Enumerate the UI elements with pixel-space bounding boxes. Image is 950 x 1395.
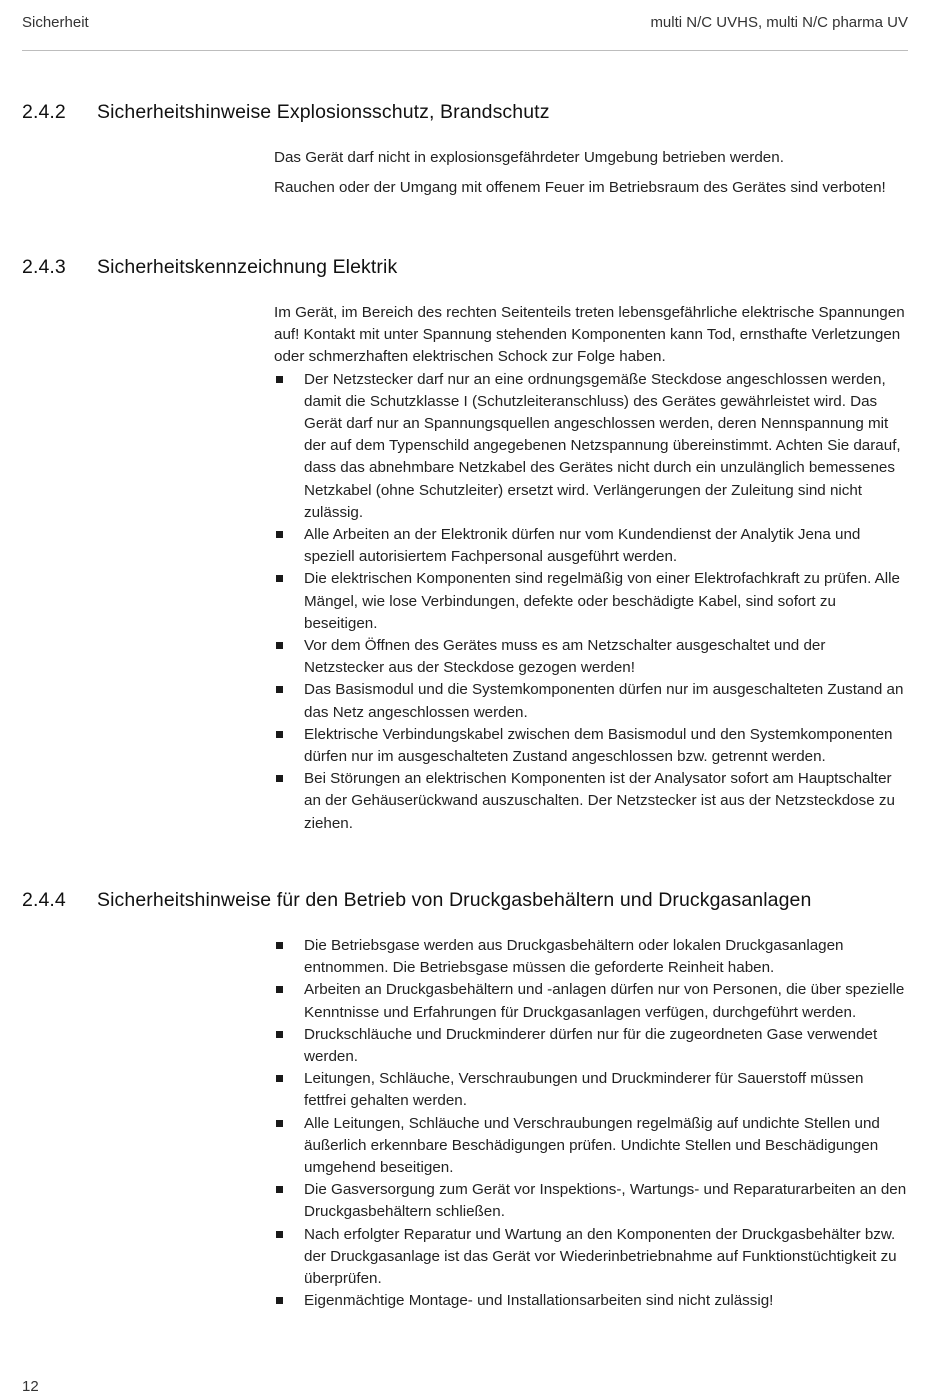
square-bullet-icon xyxy=(276,775,283,782)
list-item-text: Die Gasversorgung zum Gerät vor Inspektions-, Wartungs- und Reparaturarbeiten an den Druckgasbehältern schließen. xyxy=(304,1181,907,1221)
list-item-text: Elektrische Verbindungskabel zwischen dem Basismodul und den Systemkomponenten dürfen nur im ausgeschalteten Zustand angeschlossen bzw. getrennt werden. xyxy=(304,725,893,766)
list-item-text: Nach erfolgter Reparatur und Wartung an den Komponenten der Druckgasbehälter bzw. der Druckgasanlage ist das Gerät vor Wiederinbetriebnahme auf Funktionstüchtigkeit zu überprüfen. xyxy=(304,1225,897,1288)
list-item-text: Arbeiten an Druckgasbehältern und -anlagen dürfen nur von Personen, die über spezielle Kenntnisse und Erfahrungen für Druckgasanlagen verfügen, durchgeführt werden. xyxy=(304,981,905,1021)
list-item xyxy=(274,1179,908,1223)
list-item xyxy=(274,768,908,835)
square-bullet-icon xyxy=(276,686,283,693)
paragraph: Rauchen oder der Umgang mit offenem Feuer im Betriebsraum des Gerätes sind verboten! xyxy=(274,179,886,197)
list-item xyxy=(274,724,908,768)
square-bullet-icon xyxy=(276,575,283,582)
paragraph: Das Gerät darf nicht in explosionsgefährdeter Umgebung betrieben werden. xyxy=(274,149,784,166)
list-item xyxy=(274,679,908,723)
list-item xyxy=(274,1024,908,1068)
square-bullet-icon xyxy=(276,986,283,993)
section-electrical xyxy=(22,256,908,835)
section-title: Sicherheitshinweise Explosionsschutz, Brandschutz xyxy=(97,101,550,123)
section-number: 2.4.3 xyxy=(22,256,66,278)
square-bullet-icon xyxy=(276,1297,283,1304)
square-bullet-icon xyxy=(276,642,283,649)
square-bullet-icon xyxy=(276,731,283,738)
section-heading xyxy=(22,889,908,912)
square-bullet-icon xyxy=(276,1075,283,1082)
section-body xyxy=(274,302,908,835)
page-number: 12 xyxy=(22,1378,39,1395)
list-item xyxy=(274,1290,908,1312)
section-heading xyxy=(22,256,908,279)
list-item-text: Das Basismodul und die Systemkomponenten dürfen nur im ausgeschalteten Zustand an das Netz angeschlossen werden. xyxy=(304,681,904,721)
section-title: Sicherheitskennzeichnung Elektrik xyxy=(97,256,398,278)
list-item xyxy=(274,1224,908,1291)
list-item-text: Leitungen, Schläuche, Verschraubungen und Druckminderer für Sauerstoff müssen fettfrei gehalten werden. xyxy=(304,1070,864,1110)
page-header xyxy=(22,0,908,51)
list-item-text: Alle Leitungen, Schläuche und Verschraubungen regelmäßig auf undichte Stellen und äußerlich erkennbare Beschädigungen prüfen. Undichte Stellen und Beschädigungen umgehend beseitigen. xyxy=(304,1114,880,1177)
section-body xyxy=(274,147,908,199)
section-number: 2.4.4 xyxy=(22,889,66,911)
square-bullet-icon xyxy=(276,1120,283,1127)
list-item xyxy=(274,1068,908,1112)
section-pressure-gas xyxy=(22,889,908,1312)
section-body xyxy=(274,935,908,1312)
header-chapter: Sicherheit xyxy=(22,14,89,31)
section-explosion-fire xyxy=(22,101,908,199)
list-item xyxy=(274,935,908,979)
list-item-text: Eigenmächtige Montage- und Installationsarbeiten sind nicht zulässig! xyxy=(304,1292,774,1310)
header-product: multi N/C UVHS, multi N/C pharma UV xyxy=(650,14,908,31)
section-number: 2.4.2 xyxy=(22,101,66,123)
list-item xyxy=(274,1113,908,1180)
list-item-text: Vor dem Öffnen des Gerätes muss es am Netzschalter ausgeschaltet und der Netzstecker aus der Steckdose gezogen werden! xyxy=(304,637,826,677)
bullet-list xyxy=(274,935,908,1312)
square-bullet-icon xyxy=(276,376,283,383)
list-item xyxy=(274,979,908,1023)
list-item xyxy=(274,369,908,524)
list-item-text: Die elektrischen Komponenten sind regelmäßig von einer Elektrofachkraft zu prüfen. Alle Mängel, wie lose Verbindungen, defekte oder beschädigte Kabel, sind sofort zu beseitigen. xyxy=(304,570,901,632)
section-title: Sicherheitshinweise für den Betrieb von Druckgasbehältern und Druckgasanlagen xyxy=(97,889,812,911)
list-item-text: Der Netzstecker darf nur an eine ordnungsgemäße Steckdose angeschlossen werden, damit die Schutzklasse I (Schutzleiteranschluss) des Gerätes gewährleistet wird. Das Gerät darf nur an Spannungsquellen angeschlossen werden, deren Nennspannung mit der auf dem Typenschild angegebenen Netzspannung übereinstimmt. Achten Sie darauf, dass das abnehmbare Netzkabel des Gerätes nicht durch ein unzulänglich bemessenes Netzkabel (ohne Schutzleiter) ersetzt wird. Verlängerungen der Zuleitung sind nicht zulässig. xyxy=(304,370,901,521)
bullet-list xyxy=(274,369,908,835)
square-bullet-icon xyxy=(276,1031,283,1038)
square-bullet-icon xyxy=(276,1186,283,1193)
square-bullet-icon xyxy=(276,531,283,538)
paragraph: Im Gerät, im Bereich des rechten Seitenteils treten lebensgefährliche elektrische Spannungen auf! Kontakt mit unter Spannung stehenden Komponenten kann Tod, ernsthafte Verletzungen oder schmerzhaften elektrischen Schock zur Folge haben. xyxy=(274,304,905,366)
list-item xyxy=(274,568,908,635)
list-item-text: Bei Störungen an elektrischen Komponenten ist der Analysator sofort am Hauptschalter an der Gehäuserückwand auszuschalten. Der Netzstecker ist aus der Netzsteckdose zu ziehen. xyxy=(304,770,895,832)
square-bullet-icon xyxy=(276,942,283,949)
list-item-text: Druckschläuche und Druckminderer dürfen nur für die zugeordneten Gase verwendet werden. xyxy=(304,1025,878,1066)
list-item xyxy=(274,635,908,679)
section-heading xyxy=(22,101,908,124)
square-bullet-icon xyxy=(276,1231,283,1238)
list-item-text: Alle Arbeiten an der Elektronik dürfen nur vom Kundendienst der Analytik Jena und speziell autorisiertem Fachpersonal ausgeführt werden. xyxy=(304,526,861,566)
list-item-text: Die Betriebsgase werden aus Druckgasbehältern oder lokalen Druckgasanlagen entnommen. Die Betriebsgase müssen die geforderte Reinheit haben. xyxy=(304,937,844,977)
list-item xyxy=(274,524,908,568)
